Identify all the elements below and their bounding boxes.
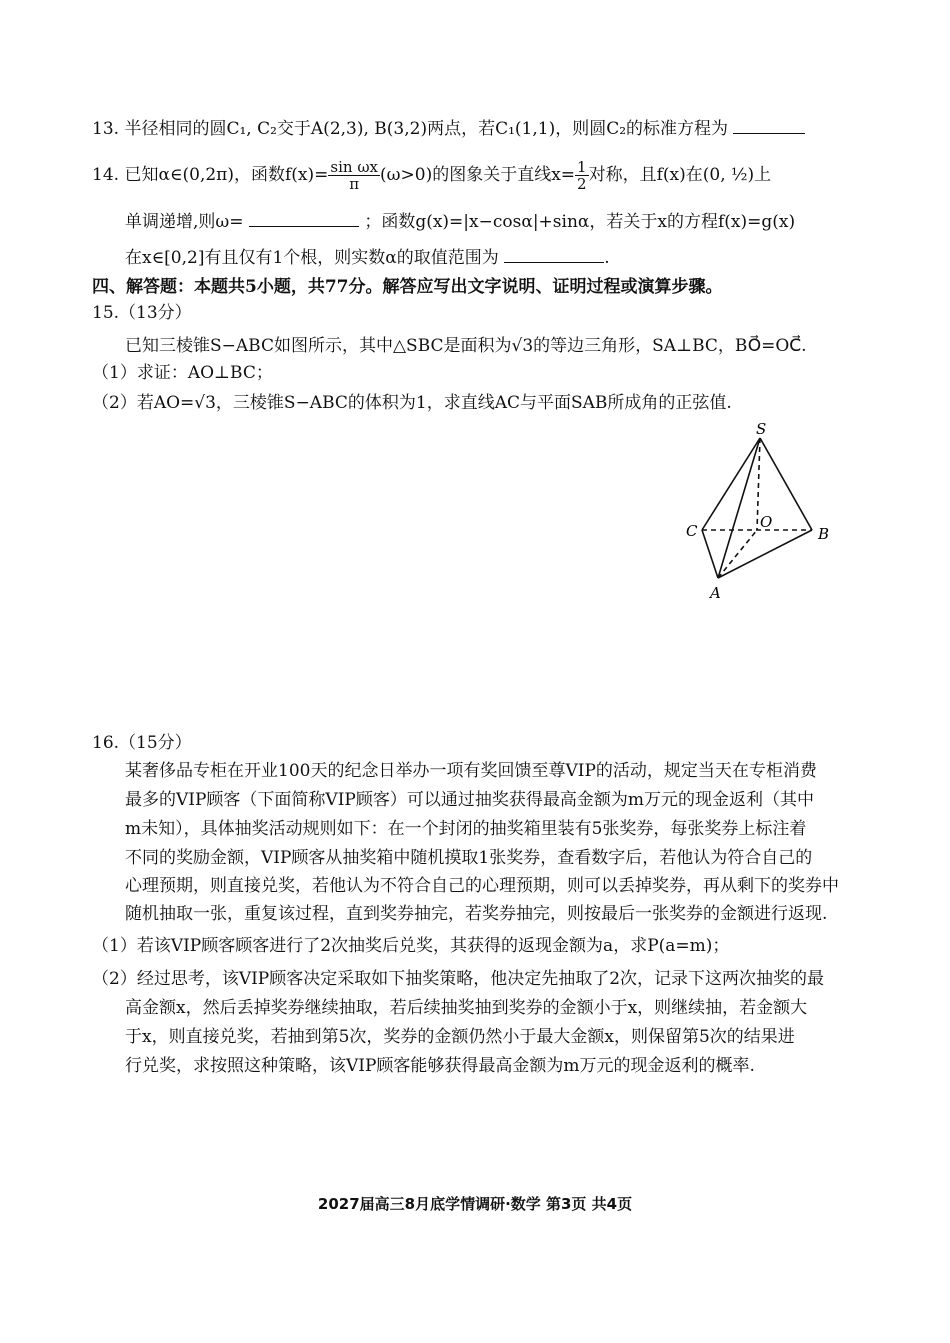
question-16-stem-line: 随机抽取一张，重复该过程，直到奖券抽完，若奖券抽完，则按最后一张奖券的金额进行返现. — [125, 904, 828, 924]
question-16-stem-line: 不同的奖励金额，VIP顾客从抽奖箱中随机摸取1张奖券，查看数字后，若他认为符合自己的 — [125, 848, 813, 868]
answer-blank — [249, 208, 359, 227]
question-text: . — [604, 248, 610, 268]
pyramid-figure — [676, 418, 836, 603]
question-15-part-1: （1）求证：AO⊥BC； — [92, 363, 273, 383]
question-16-number: 16.（15分） — [92, 733, 192, 753]
vertex-label-s: S — [756, 420, 767, 438]
interval: (0, ½) — [702, 165, 755, 185]
question-14-line-2 — [125, 208, 870, 235]
fraction-numerator: 1 — [577, 158, 587, 176]
question-text: ；函数g(x)=|x−cosα|+sinα，若关于x的方程f(x)=g(x) — [364, 212, 796, 232]
fraction — [328, 159, 380, 192]
question-15-part-2: （2）若AO=√3，三棱锥S−ABC的体积为1，求直线AC与平面SAB所成角的正弦值. — [92, 393, 732, 413]
question-number: 13. — [92, 119, 120, 139]
vertex-label-c: C — [686, 522, 698, 540]
answer-blank — [504, 244, 604, 263]
question-14-line-1 — [92, 158, 872, 192]
question-text: 单调递增,则ω= — [125, 212, 244, 232]
question-number: 14. — [92, 165, 120, 185]
fraction — [575, 159, 589, 192]
question-16-part-2-line: 行兑奖，求按照这种策略，该VIP顾客能够获得最高金额为m万元的现金返利的概率. — [125, 1056, 755, 1076]
vertex-label-a: A — [710, 584, 721, 602]
page-footer: 2027届高三8月底学情调研·数学 第3页 共4页 — [317, 1195, 633, 1213]
vertex-label-b: B — [818, 525, 830, 543]
question-16-part-1: （1）若该VIP顾客顾客进行了2次抽奖后兑奖，其获得的返现金额为a，求P(a=m)； — [92, 936, 730, 956]
question-text: 半径相同的圆C₁, C₂交于A(2,3), B(3,2)两点，若C₁(1,1)，则圆C₂的标准方程为 — [124, 119, 729, 139]
question-15-number: 15.（13分） — [92, 303, 192, 323]
answer-blank — [733, 115, 805, 134]
fraction-denominator: π — [349, 175, 360, 193]
section-heading: 四、解答题：本题共5小题，共77分。解答应写出文字说明、证明过程或演算步骤。 — [92, 277, 723, 297]
question-16-part-2-line: 高金额x，然后丢掉奖券继续抽取，若后续抽奖抽到奖券的金额小于x，则继续抽，若金额大 — [125, 998, 808, 1018]
question-text: 上 — [754, 165, 772, 185]
question-16-part-2-line: 于x，则直接兑奖，若抽到第5次，奖券的金额仍然小于最大金额x，则保留第5次的结果进 — [125, 1027, 795, 1047]
question-text: 对称，且f(x)在 — [588, 165, 703, 185]
question-15-stem: 已知三棱锥S−ABC如图所示，其中△SBC是面积为√3的等边三角形，SA⊥BC，BO⃗=OC⃗. — [125, 336, 807, 356]
question-16-stem-line: 某奢侈品专柜在开业100天的纪念日举办一项有奖回馈至尊VIP的活动，规定当天在专柜消费 — [125, 761, 817, 781]
question-13 — [92, 115, 872, 142]
question-14-line-3 — [125, 244, 870, 271]
fraction-numerator: sin ωx — [330, 158, 379, 176]
question-text: (ω>0)的图象关于直线x= — [380, 165, 576, 185]
question-16-stem-line: 心理预期，则直接兑奖，若他认为不符合自己的心理预期，则可以丢掉奖券，再从剩下的奖券中 — [125, 876, 839, 896]
question-text: 在x∈[0,2]有且仅有1个根，则实数α的取值范围为 — [125, 248, 499, 268]
fraction-denominator: 2 — [577, 175, 587, 193]
vertex-label-o: O — [760, 513, 773, 531]
question-16-part-2-line: （2）经过思考，该VIP顾客决定采取如下抽奖策略，他决定先抽取了2次，记录下这两次抽奖的最 — [92, 969, 825, 989]
question-text: 已知α∈(0,2π)，函数f(x)= — [124, 165, 329, 185]
question-16-stem-line: m未知），具体抽奖活动规则如下：在一个封闭的抽奖箱里装有5张奖券，每张奖券上标注着 — [125, 819, 807, 839]
question-16-stem-line: 最多的VIP顾客（下面简称VIP顾客）可以通过抽奖获得最高金额为m万元的现金返利（其中 — [125, 790, 814, 810]
